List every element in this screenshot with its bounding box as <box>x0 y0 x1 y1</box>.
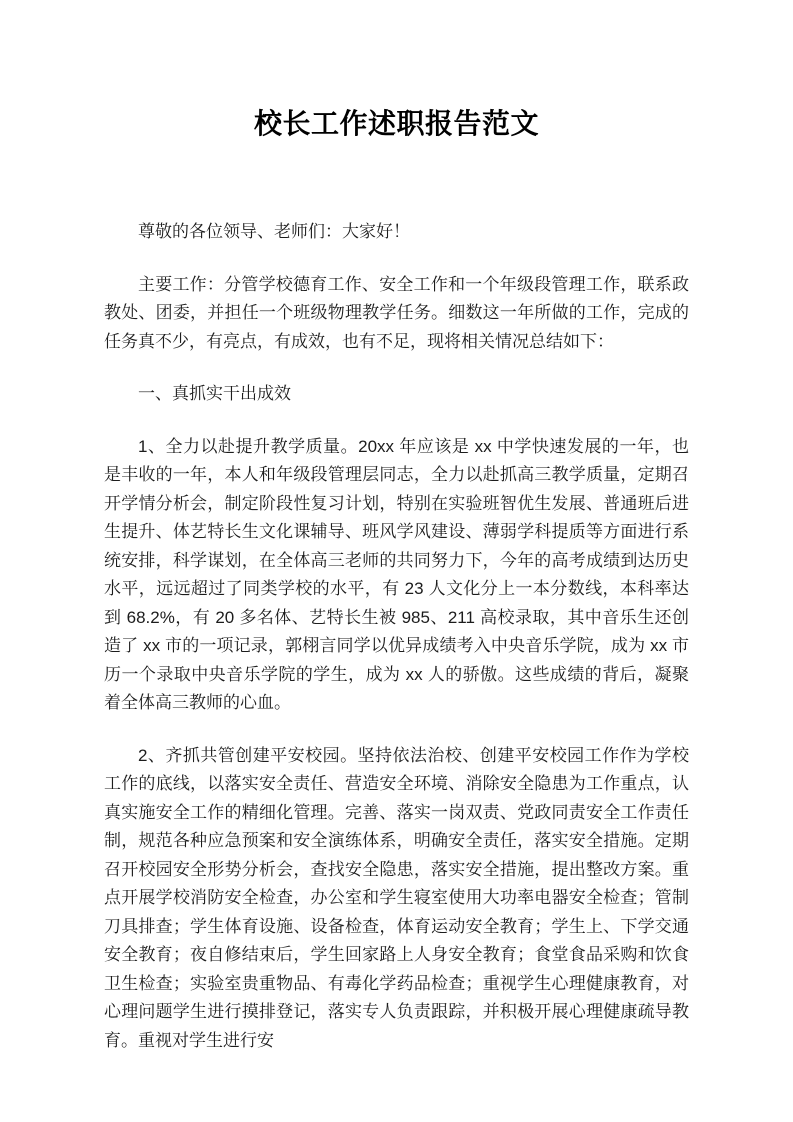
salutation-paragraph: 尊敬的各位领导、老师们：大家好！ <box>138 222 410 241</box>
section-1-heading: 一、真抓实干出成效 <box>138 384 291 403</box>
section-1-item-1-teaching-quality: 1、全力以赴提升教学质量。20xx 年应该是 xx 中学快速发展的一年，也是丰收的一年，本人和年级段管理层同志，全力以赴抓高三教学质量，定期召开学情分析会，制定阶段性复习计划，特别在实验班智优生发展、普通班后进生提升、体艺特长生文化课辅导、班风学风建设、薄弱学科提质等方面进行系统安排，科学谋划，在全体高三老师的共同努力下，今年的高考成绩到达历史水平，远远超过了同类学校的水平，有 23 人文化分上一本分数线，本科率达到 68.2%，有 20 多名体、艺特长生被 985、211 高校录取，其中音乐生还创造了 xx 市的一项记录，郭栩言同学以优异成绩考入中央音乐学院，成为 xx 市历一个录取中央音乐学院的学生，成为 xx 人的骄傲。这些成绩的背后，凝聚着全体高三教师的心血。 <box>104 436 689 712</box>
section-1-item-2-safe-campus: 2、齐抓共管创建平安校园。坚持依法治校、创建平安校园工作作为学校工作的底线，以落实安全责任、营造安全环境、消除安全隐患为工作重点，认真实施安全工作的精细化管理。完善、落实一岗双责、党政同责安全工作责任制，规范各种应急预案和安全演练体系，明确安全责任，落实安全措施。定期召开校园安全形势分析会，查找安全隐患，落实安全措施，提出整改方案。重点开展学校消防安全检查，办公室和学生寝室使用大功率电器安全检查；管制刀具排查；学生体育设施、设备检查，体育运动安全教育；学生上、下学交通安全教育；夜自修结束后，学生回家路上人身安全教育；食堂食品采购和饮食卫生检查；实验室贵重物品、有毒化学药品检查；重视学生心理健康教育，对心理问题学生进行摸排登记，落实专人负责跟踪，并积极开展心理健康疏导教育。重视对学生进行安 <box>104 745 689 1050</box>
intro-paragraph: 主要工作：分管学校德育工作、安全工作和一个年级段管理工作，联系政教处、团委，并担任一个班级物理教学任务。细数这一年所做的工作，完成的任务真不少，有亮点，有成效，也有不足，现将相关情况总结如下： <box>104 274 689 351</box>
document-title: 校长工作述职报告范文 <box>253 108 539 139</box>
